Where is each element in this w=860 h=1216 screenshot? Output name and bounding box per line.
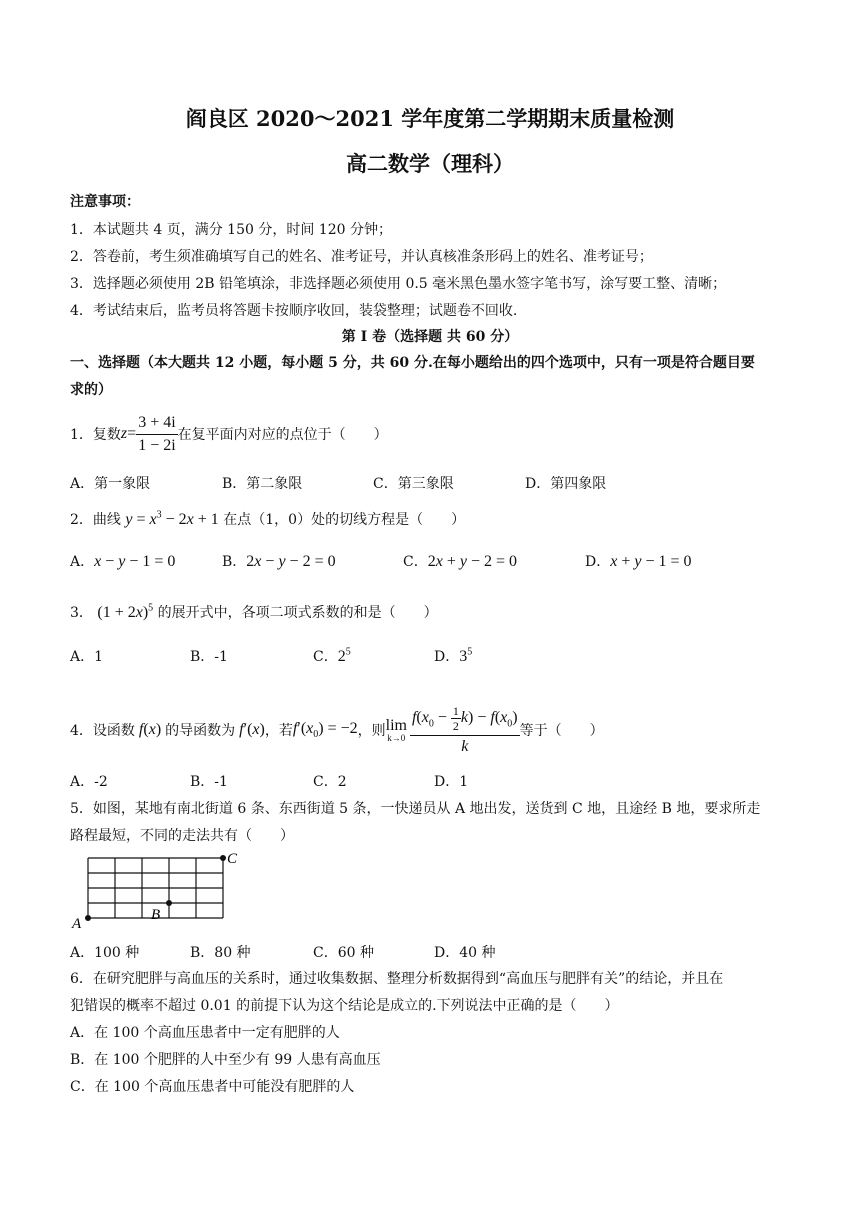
q4-limit-word: lim xyxy=(385,716,407,734)
q4-text-3: ，则 xyxy=(357,723,386,739)
q1-variable: z xyxy=(120,425,128,442)
q3-option-d-formula: $3^5$ xyxy=(459,646,473,665)
question-2 xyxy=(70,509,465,529)
q2-prefix: 2．曲线 xyxy=(70,512,121,528)
question-6-cont: 犯错误的概率不超过 0.01 的前提下认为这个结论是成立的.下列说法中正确的是（ ） xyxy=(70,998,619,1014)
q1-equals: = xyxy=(127,425,137,442)
q4-fraction xyxy=(410,705,520,755)
q5-option-b: B．80 种 xyxy=(190,945,251,961)
q1-numerator: 3 + 4i xyxy=(136,415,177,435)
q2-option-a xyxy=(70,551,175,571)
q6-option-c: C．在 100 个高血压患者中可能没有肥胖的人 xyxy=(70,1079,355,1095)
q4-numerator: $f(x_0$ − $\frac{1}{2}$ $k) - f(x_0)$ xyxy=(410,705,520,736)
q2-option-d xyxy=(585,551,692,571)
q3-binomial: $(1 + 2x)^5$ xyxy=(97,602,154,621)
q3-option-c xyxy=(313,646,351,666)
point-b-label: B xyxy=(151,907,161,923)
q3-option-c-label: C． xyxy=(313,649,338,665)
q3-option-a: A．1 xyxy=(70,649,104,665)
section-heading-cont: 求的） xyxy=(70,382,112,398)
point-a-label: A xyxy=(72,916,82,932)
q4-function: f(x) xyxy=(138,721,166,738)
q4-suffix: 等于（ ） xyxy=(519,723,604,739)
q4-text-1: 的导函数为 xyxy=(165,723,236,739)
q5-option-a: A．100 种 xyxy=(70,945,140,961)
q2-option-d-formula: x + y − 1 = 0 xyxy=(610,553,692,570)
q1-fraction xyxy=(136,415,177,454)
q4-option-b: B．-1 xyxy=(190,774,228,790)
street-grid-figure xyxy=(70,848,250,934)
q4-prefix: 4．设函数 xyxy=(70,723,135,739)
notice-item: 2．答卷前，考生须准确填写自己的姓名、准考证号，并认真核准条形码上的姓名、准考证号； xyxy=(70,249,653,265)
q4-derivative: f′(x) xyxy=(239,721,265,738)
volume-heading: 第 I 卷（选择题 共 60 分） xyxy=(341,329,519,345)
exam-subtitle: 高二数学（理科） xyxy=(346,151,514,176)
q2-option-b-label: B． xyxy=(222,554,247,570)
q1-option-b: B．第二象限 xyxy=(222,476,303,492)
q2-suffix: 在点（1，0）处的切线方程是（ ） xyxy=(223,512,466,528)
q3-option-b: B．-1 xyxy=(190,649,228,665)
section-heading: 一、选择题（本大题共 12 小题，每小题 5 分，共 60 分.在每小题给出的四个选项中，只有一项是符合题目要 xyxy=(70,355,755,371)
q2-option-c-formula: 2x + y − 2 = 0 xyxy=(427,553,518,570)
q1-option-d: D．第四象限 xyxy=(525,476,607,492)
q1-option-a: A．第一象限 xyxy=(70,476,151,492)
q4-limit xyxy=(386,718,407,743)
point-a xyxy=(85,915,91,921)
q3-suffix: 的展开式中，各项二项式系数的和是（ ） xyxy=(157,605,438,621)
q2-curve-equation: $y = x^3 - 2x + 1$ xyxy=(125,509,219,528)
q4-option-a: A．-2 xyxy=(70,774,108,790)
point-b xyxy=(166,900,172,906)
q4-denominator: k xyxy=(461,738,469,755)
q3-option-d-label: D． xyxy=(434,649,460,665)
q2-option-d-label: D． xyxy=(585,554,611,570)
q2-option-c-label: C． xyxy=(403,554,428,570)
q6-option-a: A．在 100 个高血压患者中一定有肥胖的人 xyxy=(70,1025,340,1041)
q4-text-2: ，若 xyxy=(264,723,293,739)
q3-option-d xyxy=(434,646,472,666)
q2-option-c xyxy=(403,551,517,571)
q3-prefix: 3． xyxy=(70,605,93,621)
q4-option-d: D．1 xyxy=(434,774,469,790)
question-1 xyxy=(70,412,388,456)
q2-option-a-label: A． xyxy=(70,554,95,570)
notice-heading: 注意事项： xyxy=(70,194,140,210)
q5-option-d: D．40 种 xyxy=(434,945,496,961)
q1-prefix: 1．复数 xyxy=(70,427,121,443)
q4-condition: $f'(x_0) = -2$ xyxy=(292,719,358,741)
exam-title: 阎良区 2020～2021 学年度第二学期期末质量检测 xyxy=(185,106,675,131)
q1-suffix: 在复平面内对应的点位于（ ） xyxy=(177,427,388,443)
q2-option-b-formula: 2x − y − 2 = 0 xyxy=(246,553,336,570)
q1-denominator: 1 − 2i xyxy=(138,436,176,454)
notice-item: 4．考试结束后，监考员将答题卡按顺序收回，装袋整理；试题卷不回收. xyxy=(70,303,518,319)
q5-option-c: C．60 种 xyxy=(313,945,374,961)
q3-option-c-formula: $2^5$ xyxy=(337,646,351,665)
notice-item: 3．选择题必须使用 2B 铅笔填涂，非选择题必须使用 0.5 毫米黑色墨水签字笔书写，涂写要工整、清晰； xyxy=(70,276,727,292)
q1-option-c: C．第三象限 xyxy=(373,476,454,492)
q2-option-a-formula: x − y − 1 = 0 xyxy=(94,553,176,570)
q4-limit-subscript: k→0 xyxy=(387,732,406,743)
q4-option-c: C．2 xyxy=(313,774,347,790)
question-5: 5．如图，某地有南北街道 6 条、东西街道 5 条，一快递员从 A 地出发，送货到 C 地，且途经 B 地，要求所走 xyxy=(70,801,761,817)
q2-option-b xyxy=(222,551,336,571)
q6-option-b: B．在 100 个肥胖的人中至少有 99 人患有高血压 xyxy=(70,1052,381,1068)
question-6: 6．在研究肥胖与高血压的关系时，通过收集数据、整理分析数据得到“高血压与肥胖有关”的结论，并且在 xyxy=(70,971,724,987)
question-5-cont: 路程最短，不同的走法共有（ ） xyxy=(70,828,294,844)
point-c xyxy=(220,855,226,861)
question-4 xyxy=(70,690,604,770)
notice-item: 1．本试题共 4 页，满分 150 分，时间 120 分钟； xyxy=(70,222,392,238)
point-c-label: C xyxy=(227,851,238,867)
question-3 xyxy=(70,602,438,622)
